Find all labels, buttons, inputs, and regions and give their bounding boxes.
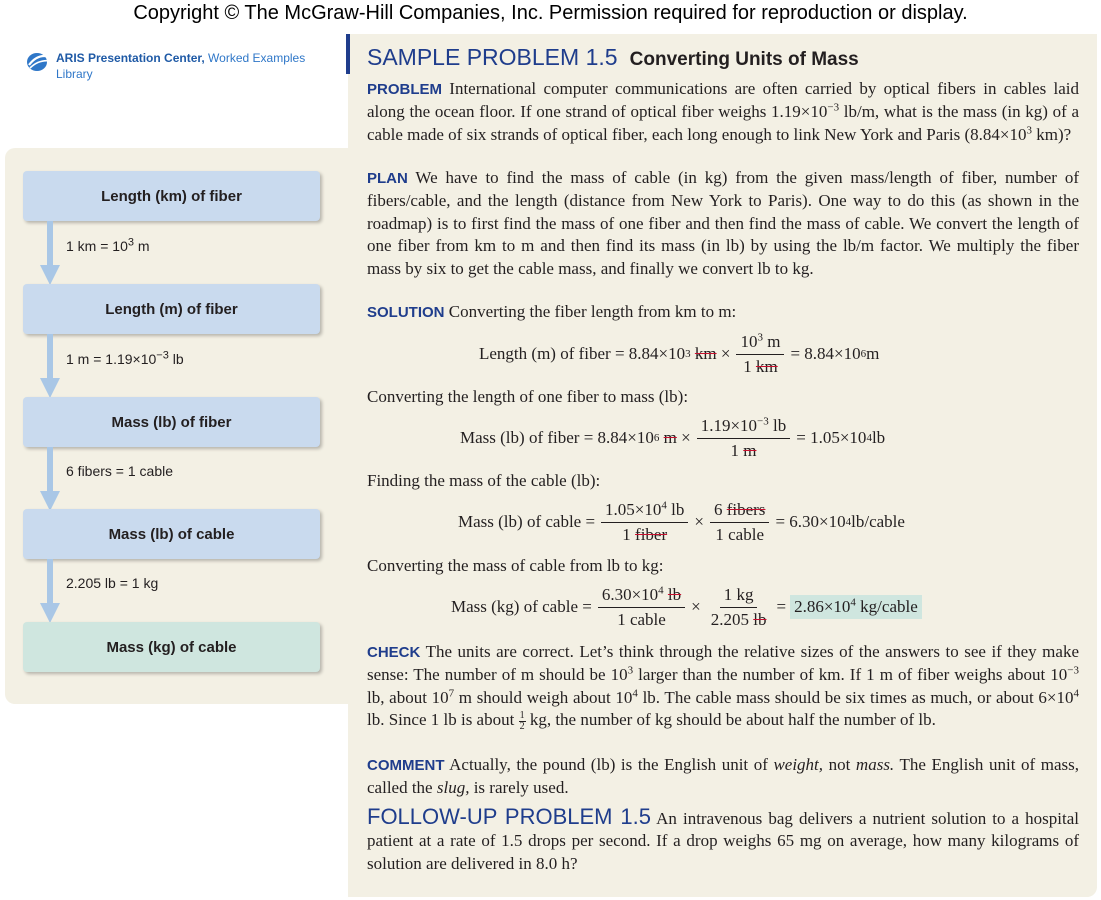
copyright-notice: Copyright © The McGraw-Hill Companies, Inc. Permission required for reproduction or display. [133,2,968,24]
follow-up-label: FOLLOW-UP PROBLEM 1.5 [367,804,652,829]
roadmap-step-1: 1 km = $10^3$ m [66,236,150,254]
comment-paragraph: COMMENT Actually, the pound (lb) is the English unit of weight, not mass. The English unit of mass, called the slug, is rarely used. [367,755,1079,798]
roadmap-box-length-km: Length (km) of fiber [23,171,320,221]
logo-bold-text: ARIS Presentation Center, [56,51,205,65]
roadmap-arrow-2 [40,334,60,398]
roadmap-box-mass-fiber: Mass (lb) of fiber [23,397,320,447]
plan-label: PLAN [367,170,408,187]
aris-swirl-icon [26,51,52,77]
equation-length-conversion: Length (m) of fiber = 8.84×10 3 km × $\frac{10^3 m}{1 km}$ = 8.84×10 6 m [479,330,880,376]
equation-cable-mass-kg: Mass (kg) of cable = $\frac{6.30\times 10^4 lb}{\text{1 cable}}$ × $\frac{1 kg}{2.205 lb}$ = $2.86\times 10^4$ kg/cable [451,583,922,631]
solution-step4: Converting the mass of cable from lb to kg: [367,556,664,575]
roadmap-step-3: 6 fibers = 1 cable [66,463,174,479]
equation-cable-mass-lb: Mass (lb) of cable = $\frac{1.05\times 10^4 lb}{\text{1 fiber}}$ × $\frac{\text{6 fibers}}{\text{1 cable}}$ = 6.30×10 4 lb/cable [458,498,905,544]
plan-paragraph: PLAN We have to find the mass of cable (in kg) from the given mass/length of fiber, number of fibers/cable, and the length (distance from New York to Paris). One way to do this (as shown in the roadmap) is to first find the mass of one fiber and then find the mass of cable. We convert the length of one fiber from km to m and then find its mass (in lb) by using the lb/m factor. We multiply the fiber mass by six to get the cable mass, and finally we convert lb to kg. [367,168,1079,278]
sample-problem-label: SAMPLE PROBLEM 1.5 [367,44,618,70]
roadmap-step-4: 2.205 lb = 1 kg [66,575,159,591]
logo-rest-text: Worked Examples [204,51,306,65]
solution-step2: Converting the length of one fiber to mass (lb): [367,387,689,406]
roadmap-box-mass-cable-lb: Mass (lb) of cable [23,509,320,559]
solution-label: SOLUTION [367,304,445,321]
sample-problem-heading [367,44,859,71]
roadmap-box-mass-cable-kg: Mass (kg) of cable [23,622,320,672]
roadmap-step-2: 1 $m = 1.19\times 10^{-3}$ lb [66,349,184,367]
logo-line2-text: Library [56,67,93,81]
roadmap-arrow-1 [40,221,60,285]
final-answer-highlight: $2.86\times 10^4$ kg/cable [790,595,922,619]
problem-paragraph: PROBLEM International computer communications are often carried by optical fibers in cables laid along the ocean floor. If one strand of optical fiber weighs $1.19\times 10^{-3}$ lb/m, what is the mass (in kg) of a cable made of six strands of optical fiber, each long enough to link New York and Paris ($8.84\times 10^3$ km)? [367,79,1079,144]
problem-label: PROBLEM [367,81,442,98]
sample-problem-title: Converting Units of Mass [629,49,859,70]
solution-intro: SOLUTION Converting the fiber length from km to m: [367,302,737,321]
roadmap-box-length-m: Length (m) of fiber [23,284,320,334]
roadmap-arrow-3 [40,447,60,511]
one-half-fraction: $\frac{1}{2}$ [519,709,525,732]
solution-step3: Finding the mass of the cable (lb): [367,471,601,490]
panel-accent-bar [346,34,350,74]
comment-label: COMMENT [367,757,445,774]
check-paragraph: CHECK The units are correct. Let’s think through the relative sizes of the answers to see if they make sense: The number of m should be $10^3$ larger than the number of km. If 1 m of fiber weighs about $10^{-3}$ lb, about $10^7$ m should weigh about $10^4$ lb. The cable mass should be six times as much, or about $6\times 10^4$ lb. Since 1 lb is about $\frac{1}{2}$ kg, the number of kg should be about half the number of lb. [367,642,1079,732]
check-label: CHECK [367,644,421,661]
equation-fiber-mass: Mass (lb) of fiber = 8.84×10 6 m × $\frac{1.19\times 10^{-3} lb}{1 m}$ = 1.05×10 4 lb [460,414,886,460]
aris-logo[interactable] [26,50,326,82]
follow-up-paragraph: FOLLOW-UP PROBLEM 1.5 An intravenous bag delivers a nutrient solution to a hospital patient at a rate of 1.5 drops per second. If a drop weighs 65 mg on average, how many kilograms of solution are delivered in 8.0 h? [367,804,1079,873]
roadmap-arrow-4 [40,559,60,623]
